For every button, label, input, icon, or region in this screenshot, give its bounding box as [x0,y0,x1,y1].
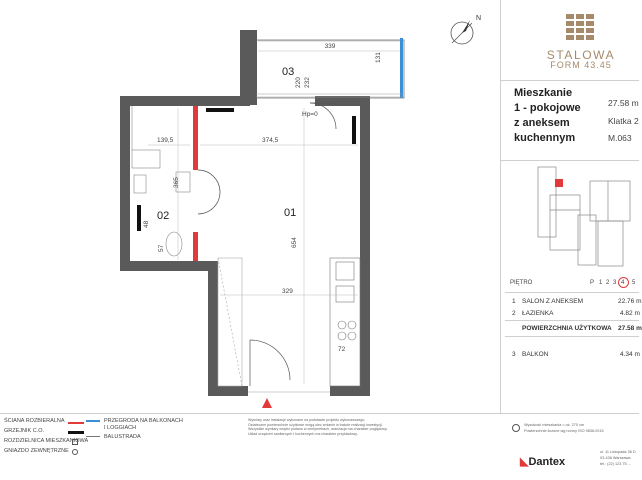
balcony-row-area: 4.34 m [620,351,640,358]
dim-balcony-width: 339 [324,43,336,50]
dim-living-height: 654 [291,237,298,248]
wardrobe [218,258,242,386]
table-row-line [505,336,639,337]
svg-text:N: N [476,15,482,22]
legend-item: PRZEGRODA NA BALKONACH [104,418,183,424]
dim-bath-small-a: 48 [143,220,150,228]
compass-icon [451,15,481,44]
room-row-area: 22.76 m [618,298,642,305]
height-note: Wysokość mieszkania ≈ ok. 270 cm [524,423,585,427]
height-icon [512,424,520,432]
floor-option-2[interactable]: 2 [606,280,610,286]
key-plan-highlight [555,179,563,187]
legend-swatch-partition [86,420,100,422]
apartment-area: 27.58 m [608,98,639,108]
dim-bath-small-b: 57 [158,244,165,252]
disclaimer [248,418,508,436]
apartment-title-line: z aneksem [514,117,570,129]
apartment-title [514,86,581,146]
entrance-arrow-icon [262,398,272,408]
dim-balcony-depth-b: 232 [304,77,311,88]
legend-item: ŚCIANA ROZBIERALNA [4,418,65,424]
developer-address-line: 03-436 Warszawa [600,456,631,460]
panel-divider-top [500,80,639,81]
panel-divider-mid [500,160,639,161]
dim-living-width-bottom: 329 [282,288,293,295]
apartment-title-line: Mieszkanie [514,87,573,99]
removable-wall [193,106,198,170]
floor-option-1[interactable]: 1 [599,280,603,286]
developer-address-line: ul. 11 Listopada 36 D [600,450,636,454]
legend-item: BALUSTRADA [104,434,141,440]
floor-option-5[interactable]: 5 [632,280,636,286]
disclaimer-line: Ostateczne powierzchnie użytkowe mogą ulec zmianie w trakcie realizacji inwestycji. [248,422,383,427]
developer-logo [520,455,565,468]
room-label-balcony: 03 [282,66,295,78]
table-row-line [505,320,639,321]
kitchen-annex [330,258,360,386]
legend-swatch-socket [72,449,78,455]
radiator-icon [206,108,234,112]
radiator-icon [137,205,141,231]
balcony-row-no: 3 [512,351,516,358]
brand-subtitle: FORM 43.45 [550,60,612,70]
stalowa-logo-icon [566,14,596,42]
apartment-title-line: kuchennym [514,132,576,144]
brand-name: STALOWA [546,48,616,62]
apartment-unit: M.063 [608,133,632,143]
developer-name: Dantex [528,456,566,468]
apartment-title-line: 1 - pokojowe [514,102,581,114]
developer-address-line: tel.: (22) 123 75 ... [600,462,631,466]
room-label-bathroom: 02 [157,210,170,222]
room-row-no: 1 [512,298,516,305]
dim-bath-height: 365 [173,177,180,188]
floor-option-p[interactable]: P [590,280,595,286]
floor-option-3[interactable]: 3 [613,280,617,286]
balcony-row-name: BALKON [522,351,549,358]
dim-balcony-depth-a: 220 [295,77,302,88]
room-row-name: ŁAZIENKA [522,310,554,317]
balcony-partition [400,38,403,98]
legend-swatch-balustrade [86,436,100,437]
legend-item: GNIAZDO ZEWNĘTRZNE [4,448,69,454]
room-label-living: 01 [284,207,297,219]
legend-swatch-radiator [68,431,84,434]
dim-bath-width: 139,5 [157,137,174,144]
floor-option-4[interactable]: 4 [621,280,625,286]
footer-divider [0,413,639,414]
table-top-line [505,292,639,293]
dim-kitchen-small: 72 [338,346,346,353]
legend-item: ROZDZIELNICA MIESZKANIOWA [4,438,89,444]
room-row-name: SALON Z ANEKSEM [522,298,584,305]
total-area-label: POWIERZCHNIA UŻYTKOWA [522,325,612,332]
disclaimer-line: Wszystkie wymiary wnętrz podano w centymetrach, aranżacja ma charakter poglądowy. [248,427,388,432]
key-plan-map [528,165,639,271]
panel-divider [500,0,501,413]
level-mark: Hp=0 [302,111,318,118]
door-swings [198,103,336,386]
dim-balcony-side: 131 [375,52,382,63]
bathroom-fixtures [132,106,190,256]
floor-selector-label: PIĘTRO [510,280,533,286]
room-row-area: 4.82 m [620,310,640,317]
legend-swatch-removable [68,422,84,424]
legend-item: GRZEJNIK C.O. [4,428,45,434]
disclaimer-line: Wymiary oraz instalacje wykonane na podstawie projektu wykonawczego. [248,418,366,422]
apartment-stairwell: Klatka 2 [608,116,639,126]
total-area-value: 27.58 m [618,325,642,332]
dantex-mark-icon: ◣ [520,456,529,468]
radiator-icon [352,116,356,144]
legend-swatch-distribution [72,439,78,445]
removable-wall-lower [193,232,198,261]
legend-item: I LOGGIACH [104,425,137,431]
room-row-no: 2 [512,310,516,317]
norm-note: Powierzchnie liczone wg normy ISO 9836:2015 [524,429,604,433]
disclaimer-line: Układ urządzeń sanitarnych i kuchennych ma charakter przykładowy. [248,431,358,436]
dim-living-width: 374,5 [262,137,279,144]
